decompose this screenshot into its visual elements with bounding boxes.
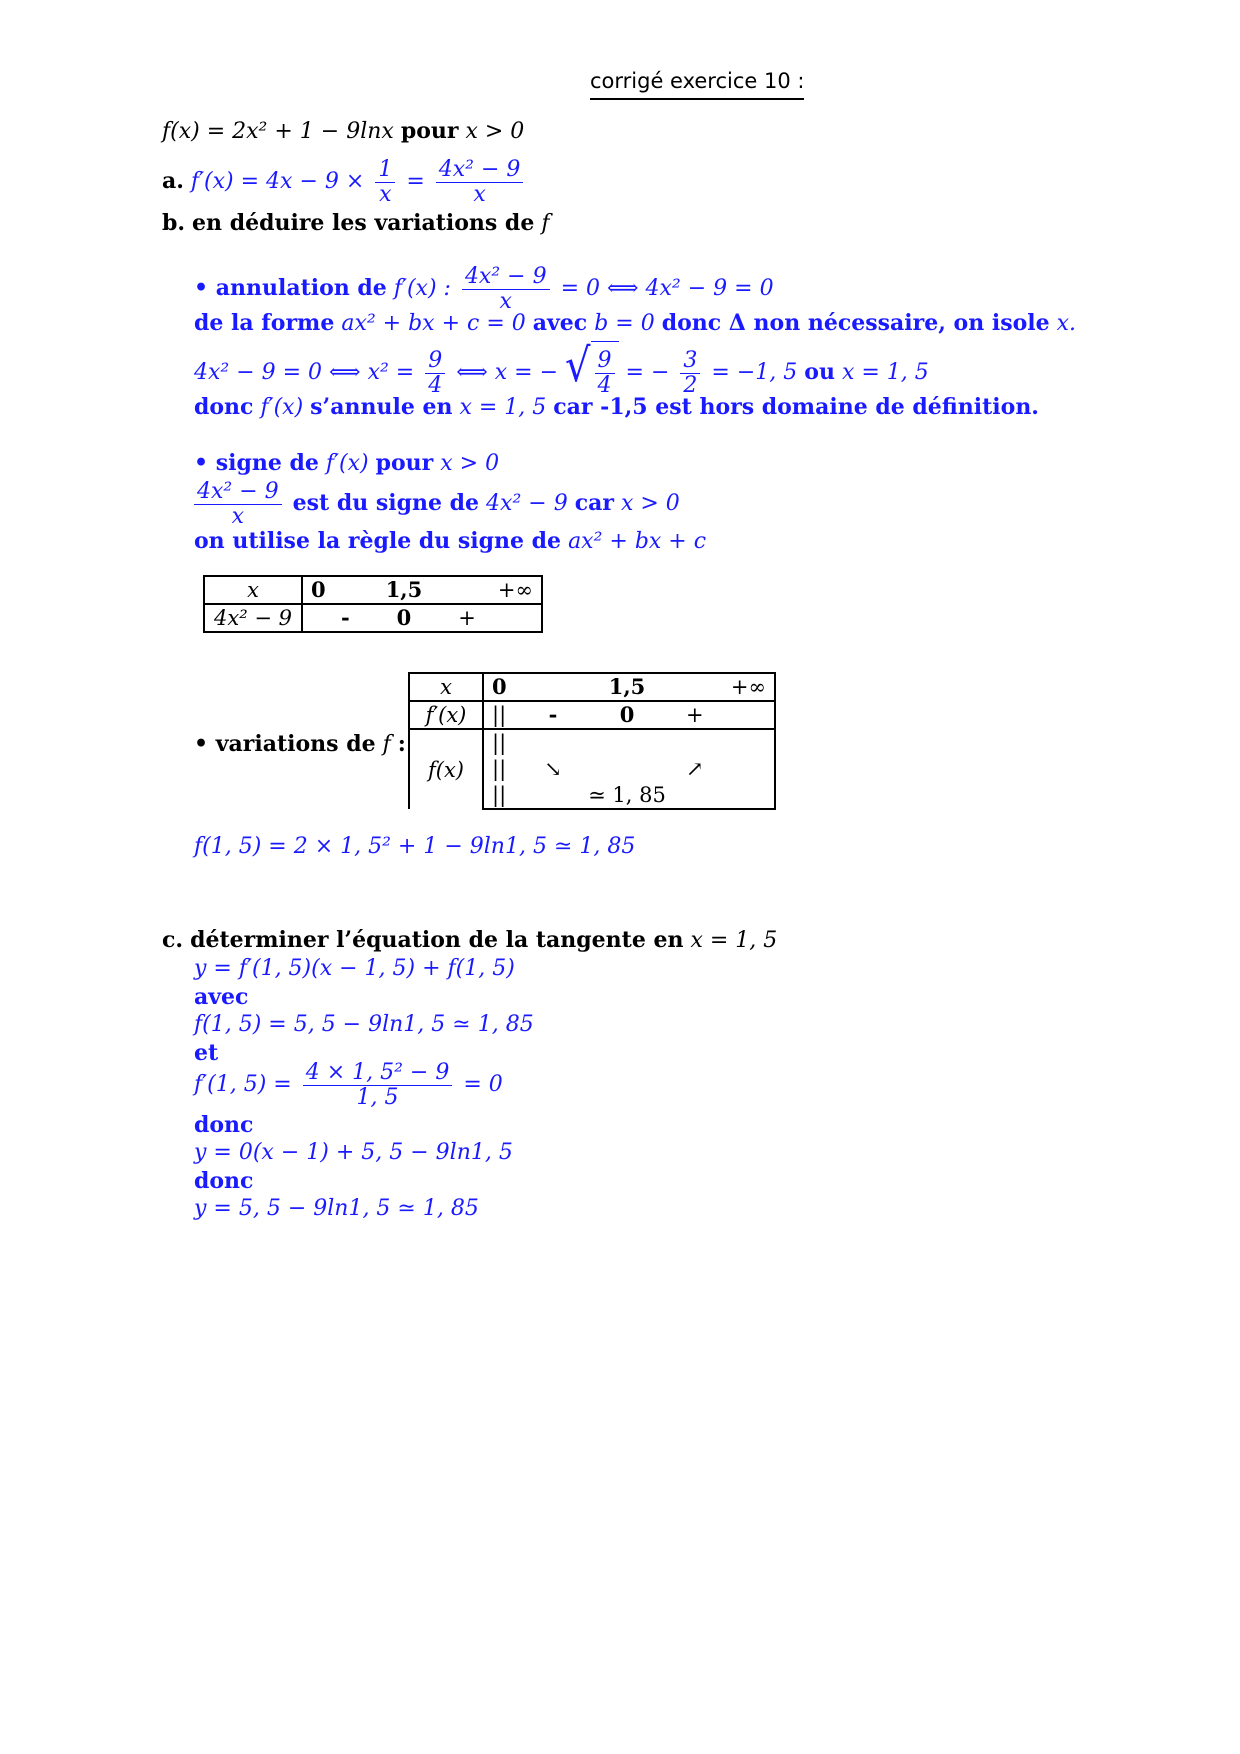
table-cell: 0: [302, 576, 358, 604]
annulation-fprime: f′(x) :: [393, 276, 451, 301]
table-cell: +: [678, 701, 775, 729]
donc-text-b: donc: [194, 1168, 254, 1194]
domain-word: pour: [400, 118, 459, 144]
signe-text-1: est du signe de: [292, 490, 480, 516]
forme-text-1: de la forme: [194, 310, 335, 336]
donc-text-2: s’annule en: [310, 394, 453, 420]
variation-table: [408, 672, 776, 810]
variation-row-x: [409, 673, 775, 701]
fraction-numerator: 4x² − 9: [436, 158, 524, 183]
radical-sign: √: [565, 339, 591, 392]
part-b-var: f: [541, 211, 550, 236]
table-cell: [576, 729, 678, 756]
annulation-equation: = 0 ⟺ 4x² − 9 = 0: [560, 276, 774, 301]
signe-line: [194, 476, 680, 531]
part-c-expression: x = 1, 5: [690, 928, 778, 953]
fraction-denominator: x: [473, 181, 486, 207]
tangent-formula: y = f′(1, 5)(x − 1, 5) + f(1, 5): [194, 956, 515, 981]
table-cell: ||: [483, 782, 530, 809]
fraction-denominator: x: [231, 503, 245, 529]
rule-line: [194, 528, 706, 555]
signe-condition: x > 0: [440, 451, 500, 476]
forme-condition: b = 0: [594, 311, 655, 336]
rule-expression: ax² + bx + c: [568, 529, 707, 554]
avec-text: avec: [194, 984, 249, 1010]
signe-condition-2: x > 0: [620, 491, 680, 516]
solve-part-2: ⟺ x = −: [456, 360, 559, 385]
table-cell: 1,5: [358, 576, 451, 604]
variation-row-f-top: [409, 729, 775, 756]
variations-label: [194, 731, 406, 758]
table-cell: +: [450, 604, 542, 632]
f-value-c: f(1, 5) = 5, 5 − 9ln1, 5 ≃ 1, 85: [194, 1012, 534, 1037]
fraction-one-over-x: [375, 158, 395, 207]
signe-expression: 4x² − 9: [486, 491, 568, 516]
fprime-rhs: = 0: [463, 1072, 503, 1097]
fprime-value-line: [194, 1058, 503, 1112]
table-cell: 0: [576, 701, 678, 729]
sign-table: [203, 575, 543, 633]
forme-text-3: donc Δ non nécessaire, on isole: [661, 310, 1050, 336]
fraction-three-over-two: [680, 349, 700, 398]
solve-part-4: = −1, 5: [711, 360, 798, 385]
sign-table-row-expr: [204, 604, 542, 632]
table-cell: [678, 729, 775, 756]
fraction-numerator: 1: [375, 158, 395, 183]
fraction-numerator: 3: [680, 349, 700, 374]
part-a: [162, 154, 527, 209]
part-a-label: a.: [162, 168, 184, 194]
part-b-heading: [162, 210, 549, 237]
table-cell: ||: [483, 701, 530, 729]
solve-part-5: x = 1, 5: [841, 360, 929, 385]
table-cell: [576, 756, 678, 782]
fraction-denominator: 1, 5: [356, 1084, 399, 1110]
signe-title: [194, 450, 499, 477]
domain-condition: x > 0: [465, 119, 525, 144]
variation-row-fprime: [409, 701, 775, 729]
fraction-denominator: x: [379, 181, 392, 207]
annulation-label: • annulation de: [194, 275, 387, 301]
fraction-numerator: 4 × 1, 5² − 9: [303, 1061, 453, 1086]
f-value-line: f(1, 5) = 2 × 1, 5² + 1 − 9ln1, 5 ≃ 1, 85: [194, 834, 636, 859]
part-c-text: déterminer l’équation de la tangente en: [190, 927, 684, 953]
table-cell: f(x): [409, 729, 483, 809]
table-cell: -: [530, 701, 576, 729]
arrow-up-icon: ↗: [678, 756, 775, 782]
fraction-sqrt: [595, 349, 615, 398]
fraction-denominator: 2: [683, 372, 698, 398]
forme-var: x.: [1056, 311, 1077, 336]
donc-expression: x = 1, 5: [459, 395, 547, 420]
solve-part-1: 4x² − 9 = 0 ⟺ x² =: [194, 360, 415, 385]
table-cell: +∞: [678, 673, 775, 701]
signe-label: • signe de: [194, 450, 319, 476]
fraction-denominator: 4: [597, 373, 612, 398]
table-cell: 1,5: [576, 673, 678, 701]
et-text: et: [194, 1040, 219, 1066]
part-c-label: c.: [162, 927, 184, 953]
table-cell: +∞: [450, 576, 542, 604]
derivative-lhs: f′(x) = 4x − 9 ×: [190, 169, 365, 194]
variations-colon: :: [397, 731, 406, 757]
signe-fraction: [194, 480, 282, 529]
fraction-numerator: 9: [425, 349, 445, 374]
function-statement: [162, 118, 524, 145]
fraction-numerator: 9: [595, 349, 615, 374]
forme-line: [194, 310, 1076, 337]
fraction-denominator: x: [499, 288, 512, 314]
part-b-text: en déduire les variations de: [192, 210, 535, 236]
table-cell: 0: [358, 604, 451, 632]
fraction-numerator: 4x² − 9: [194, 480, 282, 505]
forme-text-2: avec: [532, 310, 588, 336]
donc-fprime: f′(x): [260, 395, 304, 420]
fraction-nine-over-four: [425, 349, 445, 398]
table-cell: f′(x): [409, 701, 483, 729]
table-cell: [530, 729, 576, 756]
tangent-line-final: y = 5, 5 − 9ln1, 5 ≃ 1, 85: [194, 1196, 479, 1221]
sign-table-row-x: [204, 576, 542, 604]
table-cell: [678, 782, 775, 809]
forme-expression: ax² + bx + c = 0: [341, 311, 526, 336]
page-title: corrigé exercice 10 :: [590, 68, 804, 100]
function-definition: f(x) = 2x² + 1 − 9lnx: [162, 119, 394, 144]
table-cell: [530, 782, 576, 809]
donc-line: [194, 394, 1039, 421]
arrow-down-icon: ↘: [544, 757, 562, 781]
equals-sign: =: [406, 169, 425, 194]
fraction-denominator: 4: [428, 372, 443, 398]
table-cell: 0: [483, 673, 530, 701]
variations-text: • variations de: [194, 731, 376, 757]
table-cell: ||: [483, 756, 530, 782]
fraction-numerator: 4x² − 9: [462, 265, 550, 290]
rule-text: on utilise la règle du signe de: [194, 528, 562, 554]
variations-var: f: [382, 732, 391, 757]
annulation-fraction: [462, 265, 550, 314]
table-cell: -: [302, 604, 358, 632]
part-c-heading: [162, 927, 777, 954]
signe-label-2: pour: [375, 450, 434, 476]
annulation-line: [194, 260, 774, 317]
table-cell: x: [409, 673, 483, 701]
table-cell: x: [204, 576, 302, 604]
signe-fprime: f′(x): [325, 451, 369, 476]
tangent-line-substituted: y = 0(x − 1) + 5, 5 − 9ln1, 5: [194, 1140, 513, 1165]
signe-text-2: car: [574, 490, 614, 516]
fprime-lhs: f′(1, 5) =: [194, 1072, 292, 1097]
donc-text-1: donc: [194, 394, 254, 420]
solve-or: ou: [804, 359, 835, 385]
minimum-value: ≃ 1, 85: [576, 782, 678, 809]
fprime-fraction: [303, 1061, 453, 1110]
solve-part-3: = −: [625, 360, 670, 385]
derivative-fraction: [436, 158, 524, 207]
table-cell: [530, 673, 576, 701]
part-b-label: b.: [162, 210, 186, 236]
donc-text-a: donc: [194, 1112, 254, 1138]
donc-text-3: car -1,5 est hors domaine de définition.: [553, 394, 1039, 420]
table-cell: ||: [483, 729, 530, 756]
table-cell: 4x² − 9: [204, 604, 302, 632]
